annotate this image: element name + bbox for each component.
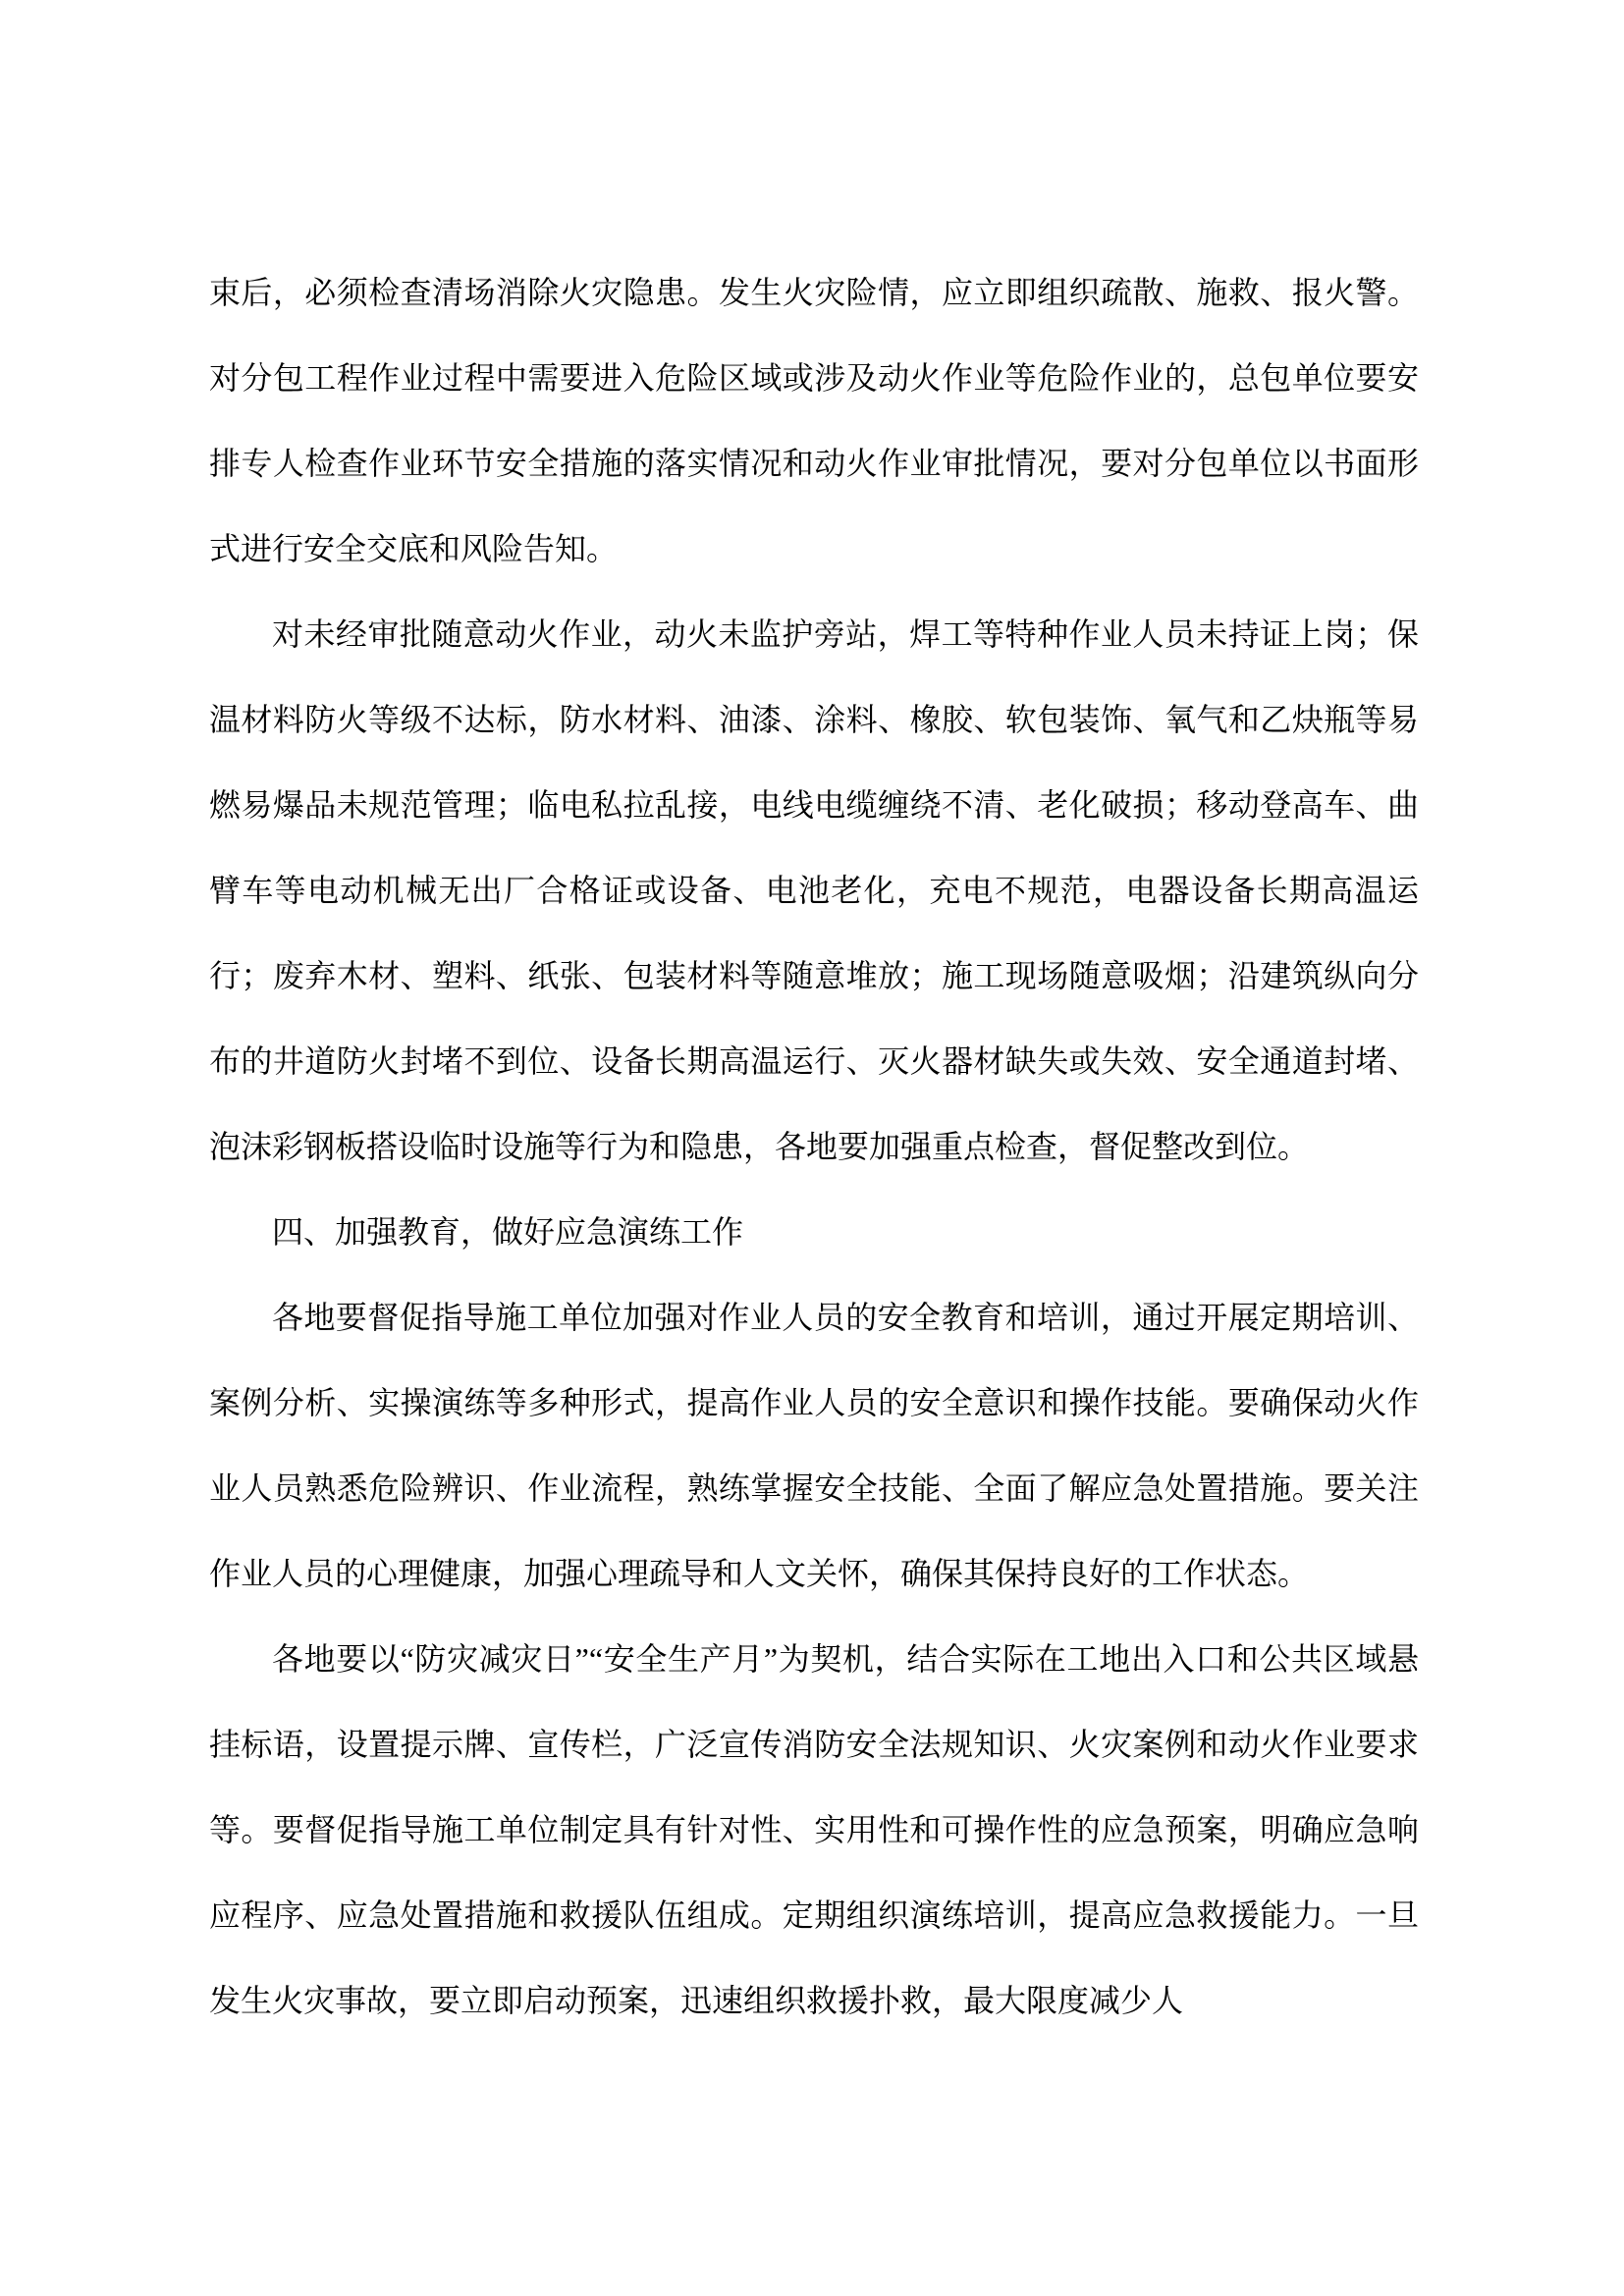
paragraph-safety-training: 各地要督促指导施工单位加强对作业人员的安全教育和培训，通过开展定期培训、案例分析、实操演练等多种形式，提高作业人员的安全意识和操作技能。要确保动火作业人员熟悉危险辨识、作业流程，熟练掌握安全技能、全面了解应急处置措施。要关注作业人员的心理健康，加强心理疏导和人文关怀，确保其保持良好的工作状态。 (209, 1300, 1419, 1591)
paragraph-hazard-inspection: 对未经审批随意动火作业，动火未监护旁站，焊工等特种作业人员未持证上岗；保温材料防火等级不达标，防水材料、油漆、涂料、橡胶、软包装饰、氧气和乙炔瓶等易燃易爆品未规范管理；临电私拉乱接，电线电缆缠绕不清、老化破损；移动登高车、曲臂车等电动机械无出厂合格证或设备、电池老化，充电不规范，电器设备长期高温运行；废弃木材、塑料、纸张、包装材料等随意堆放；施工现场随意吸烟；沿建筑纵向分布的井道防火封堵不到位、设备长期高温运行、灭火器材缺失或失效、安全通道封堵、泡沫彩钢板搭设临时设施等行为和隐患，各地要加强重点检查，督促整改到位。 (209, 616, 1419, 1164)
section-heading-education-drills: 四、加强教育，做好应急演练工作 (272, 1214, 744, 1250)
paragraph-emergency-plan: 各地要以“防灾减灾日”“安全生产月”为契机，结合实际在工地出入口和公共区域悬挂标语，设置提示牌、宣传栏，广泛宣传消防安全法规知识、火灾案例和动火作业要求等。要督促指导施工单位制定具有针对性、实用性和可操作性的应急预案，明确应急响应程序、应急处置措施和救援队伍组成。定期组织演练培训，提高应急救援能力。一旦发生火灾事故，要立即启动预案，迅速组织救援扑救，最大限度减少人 (209, 1641, 1419, 2018)
paragraph-fire-risk-continuation: 束后，必须检查清场消除火灾隐患。发生火灾险情，应立即组织疏散、施救、报火警。对分包工程作业过程中需要进入危险区域或涉及动火作业等危险作业的，总包单位要安排专人检查作业环节安全措施的落实情况和动火作业审批情况，要对分包单位以书面形式进行安全交底和风险告知。 (209, 275, 1419, 566)
